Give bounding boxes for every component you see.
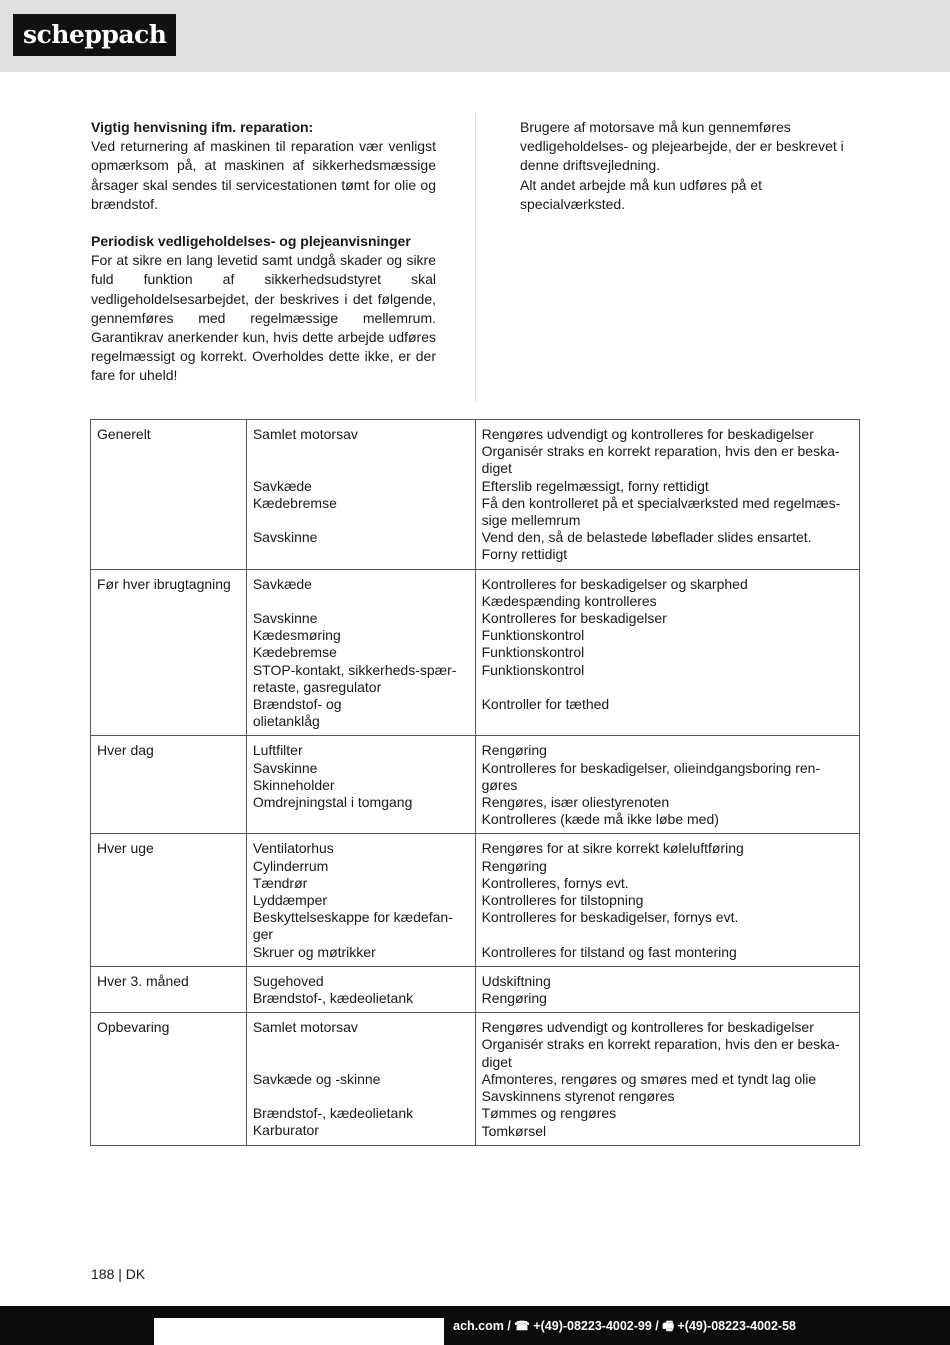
action-line: Kontrolleres for beskadigelser, fornys evt.	[481, 909, 739, 926]
part-line	[253, 593, 469, 610]
part-cell	[246, 834, 475, 966]
action-line: Kontrolleres for tilstand og fast montering	[481, 943, 737, 960]
part-line: Brændstof- og	[252, 696, 342, 713]
part-line: STOP-kontakt, sikkerheds-spær-	[252, 661, 457, 678]
action-line: Funktionskontrol	[481, 627, 585, 644]
table-row	[91, 420, 860, 570]
action-cell	[475, 966, 859, 1012]
part-line	[253, 1088, 469, 1105]
column-divider	[475, 114, 476, 402]
action-line: Kædespænding kontrolleres	[481, 592, 657, 609]
action-line: Tømmes og rengøres	[481, 1105, 617, 1122]
action-line: Tomkørsel	[481, 1122, 547, 1139]
part-line: Savkæde og -skinne	[252, 1070, 381, 1087]
part-line: retaste, gasregulator	[252, 678, 382, 695]
interval-cell: Opbevaring	[91, 1013, 247, 1145]
action-line: Rengøring	[481, 742, 547, 759]
part-cell	[246, 420, 475, 570]
table-row	[91, 1013, 860, 1145]
repair-heading: Vigtig henvisning ifm. reparation:	[91, 119, 314, 135]
action-line: Efterslib regelmæssigt, forny rettidigt	[481, 477, 709, 494]
part-line: Cylinderrum	[252, 857, 329, 874]
action-line: Organisér straks en korrekt reparation, hvis den er beska-	[481, 1036, 840, 1053]
action-line: Kontrolleres for beskadigelser	[481, 610, 667, 627]
action-line: Afmonteres, rengøres og smøres med et tyndt lag olie	[481, 1070, 817, 1087]
interval-cell: Hver uge	[91, 834, 247, 966]
part-line	[253, 1036, 469, 1053]
action-line: Få den kontrolleret på et specialværksted med regelmæs-	[481, 494, 841, 511]
part-line	[253, 460, 469, 477]
part-line: ger	[252, 926, 274, 943]
part-line: Karburator	[252, 1122, 319, 1139]
part-line: Skinneholder	[252, 776, 335, 793]
action-cell	[475, 1013, 859, 1145]
part-line: olietanklåg	[252, 713, 320, 730]
action-line: Rengøres udvendigt og kontrolleres for beskadigelser	[481, 1019, 814, 1036]
page-number: 188 | DK	[91, 1266, 146, 1282]
action-line: gøres	[481, 776, 518, 793]
periodic-text: For at sikre en lang levetid samt undgå skader og sikre fuld funktion af sikkerhedsudstyret skal vedligeholdelsesarbejdet, der beskrives i det følgende, gennemføres med regelmæssige mellemrum. Garantikrav anerkender kun, hvis dette arbejde udføres regelmæssigt og korrekt. Overholdes dette ikke, er der fare for uheld!	[91, 252, 436, 384]
action-line: Kontrolleres for tilstopning	[481, 892, 644, 909]
footer-contact: ach.com / ☎ +(49)-08223-4002-99 / 🖷 +(49)-08223-4002-58	[453, 1319, 796, 1333]
part-line: Brændstof-, kædeolietank	[252, 1105, 414, 1122]
action-line: Udskiftning	[481, 972, 551, 989]
interval-cell: Før hver ibrugtagning	[91, 569, 247, 736]
action-line: diget	[481, 460, 512, 477]
action-line: diget	[481, 1053, 512, 1070]
action-line: Funktionskontrol	[481, 644, 585, 661]
part-line: Samlet motorsav	[252, 426, 358, 442]
part-line: Tændrør	[252, 874, 308, 891]
part-line: Samlet motorsav	[252, 1019, 358, 1036]
periodic-heading: Periodisk vedligeholdelses- og plejeanvisninger	[91, 233, 411, 250]
part-cell	[246, 966, 475, 1012]
part-cell	[246, 569, 475, 736]
table-row	[91, 966, 860, 1012]
periodic-notice	[91, 232, 436, 386]
action-line	[482, 926, 853, 943]
part-line: Kædebremse	[252, 644, 337, 661]
user-maintenance-text: Brugere af motorsave må kun gennemføres vedligeholdelses- og plejearbejde, der er beskrevet i denne driftsvejledning.	[520, 119, 844, 174]
part-line: Omdrejningstal i tomgang	[252, 794, 413, 811]
action-line: Kontrolleres, fornys evt.	[481, 874, 629, 891]
part-cell	[246, 1013, 475, 1145]
part-line: Beskyttelseskappe for kædefan-	[252, 909, 453, 926]
part-line: Ventilatorhus	[252, 840, 334, 857]
part-line: Brændstof-, kædeolietank	[252, 990, 414, 1007]
repair-text: Ved returnering af maskinen til reparation vær venligst opmærksom på, at maskinen af sikkerhedsmæssige årsager skal sendes til servicestationen tømt for olie og brændstof.	[91, 138, 436, 212]
action-line: Savskinnens styrenot rengøres	[481, 1088, 675, 1105]
action-line: Kontrolleres (kæde må ikke løbe med)	[481, 811, 719, 828]
action-line: Kontroller for tæthed	[481, 696, 610, 713]
part-line	[253, 443, 469, 460]
part-cell	[246, 736, 475, 834]
part-line: Skruer og møtrikker	[252, 943, 376, 960]
footer-redaction-block	[154, 1318, 444, 1345]
action-line: Forny rettidigt	[481, 546, 568, 563]
left-text-column	[91, 118, 436, 404]
action-line: Rengøres udvendigt og kontrolleres for beskadigelser	[481, 426, 814, 442]
action-line: Rengøring	[481, 857, 547, 874]
action-line	[482, 679, 853, 696]
interval-cell: Hver dag	[91, 736, 247, 834]
table-row	[91, 736, 860, 834]
scheppach-logo: scheppach	[13, 14, 176, 56]
action-cell	[475, 420, 859, 570]
action-cell	[475, 569, 859, 736]
table-row	[91, 569, 860, 736]
part-line: Savskinne	[252, 759, 318, 776]
action-line: Kontrolleres for beskadigelser, olieindgangsboring ren-	[481, 759, 821, 776]
part-line	[253, 1054, 469, 1071]
part-line: Savskinne	[252, 529, 318, 546]
part-line: Savkæde	[252, 477, 312, 494]
action-line: Rengøring	[481, 990, 547, 1007]
action-line: Vend den, så de belastede løbeflader slides ensartet.	[481, 529, 812, 546]
action-line: Rengøres, især oliestyrenoten	[481, 794, 670, 811]
part-line: Savskinne	[252, 610, 318, 627]
part-line: Luftfilter	[252, 742, 303, 759]
action-line: Rengøres for at sikre korrekt køleluftføring	[481, 840, 744, 857]
interval-cell: Generelt	[91, 420, 247, 570]
part-line: Savkæde	[252, 575, 312, 592]
part-line: Kædebremse	[252, 494, 337, 511]
action-line: Funktionskontrol	[481, 661, 585, 678]
action-line: sige mellemrum	[481, 512, 581, 529]
repair-notice	[91, 118, 436, 214]
action-line: Organisér straks en korrekt reparation, hvis den er beska-	[481, 443, 840, 460]
specialist-text: Alt andet arbejde må kun udføres på et specialværksted.	[520, 176, 763, 212]
right-text-column	[520, 118, 865, 214]
header-band	[0, 0, 950, 72]
maintenance-table	[90, 419, 860, 1146]
footer-band	[0, 1306, 950, 1345]
part-line: Kædesmøring	[252, 627, 341, 644]
table-row	[91, 834, 860, 966]
part-line	[253, 512, 469, 529]
action-line: Kontrolleres for beskadigelser og skarphed	[481, 575, 748, 592]
action-cell	[475, 834, 859, 966]
interval-cell: Hver 3. måned	[91, 966, 247, 1012]
part-line: Sugehoved	[252, 972, 324, 989]
action-cell	[475, 736, 859, 834]
part-line: Lyddæmper	[252, 892, 328, 909]
